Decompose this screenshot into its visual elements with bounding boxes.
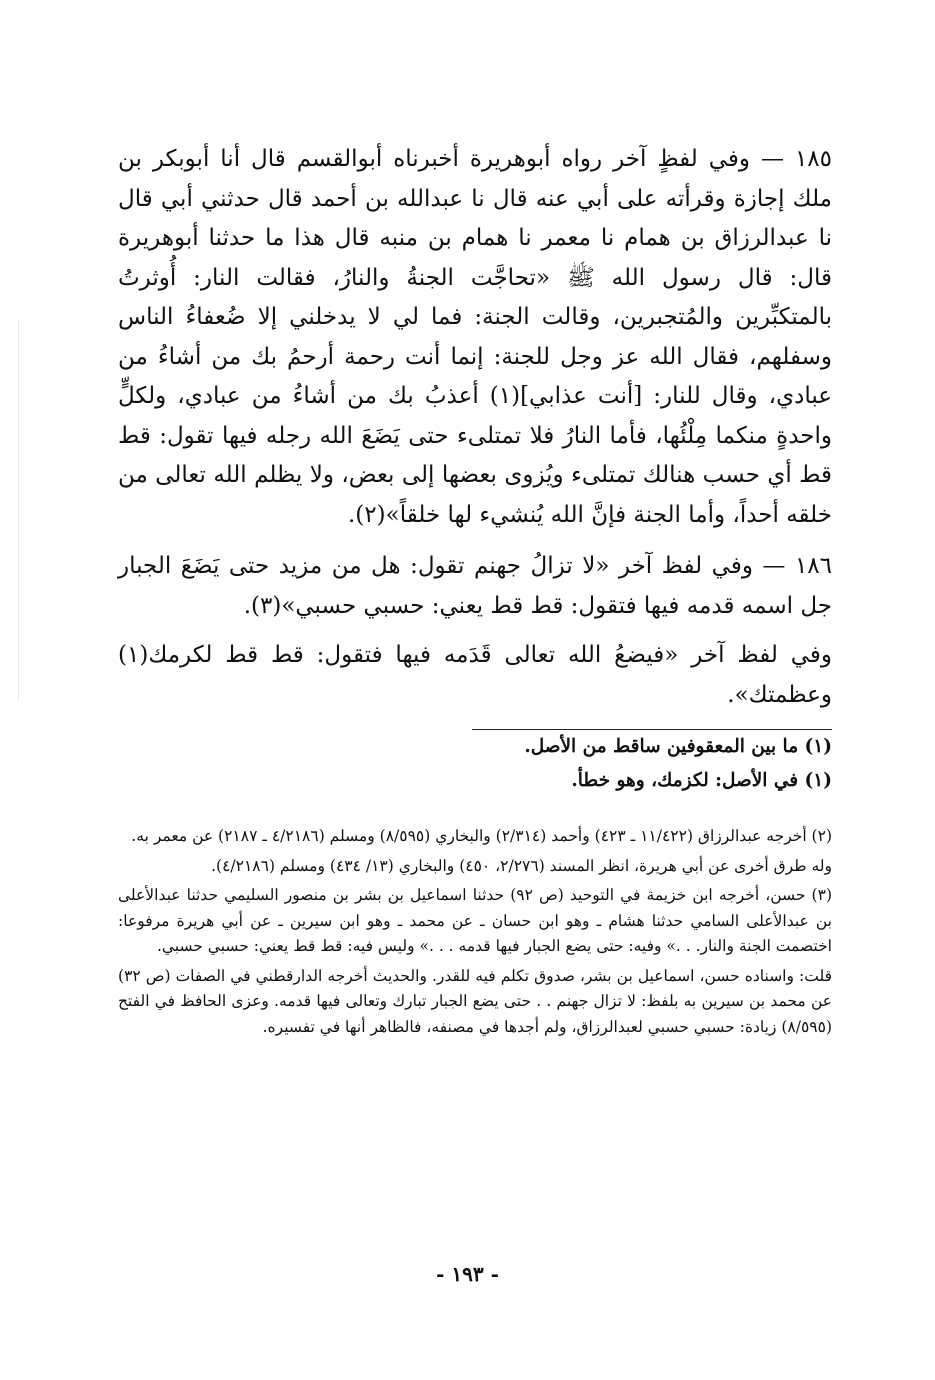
hadith-extra-wording: وفي لفظ آخر «فيضعُ الله تعالى قَدَمه فيها فتقول: قط قط لكرمك(١) وعظمتك».	[118, 642, 832, 708]
footnote-1a: (١) ما بين المعقوفين ساقط من الأصل.	[524, 736, 832, 757]
footnotes-takhrij	[118, 824, 832, 1040]
hadith-186: ١٨٦ — وفي لفظ آخر «لا تزالُ جهنم تقول: هل من مزيد حتى يَضَعَ الجبار جل اسمه قدمه فيها فتقول: قط قط يعني: حسبي حسبي»(٣).	[118, 553, 832, 619]
page-body	[118, 140, 832, 1044]
footnote-1b: (١) في الأصل: لكزمك، وهو خطأ.	[571, 770, 832, 791]
hadith-185: ١٨٥ — وفي لفظٍ آخر رواه أبوهريرة أخبرناه أبوالقسم قال أنا أبوبكر بن ملك إجازة وقرأته على أبي عنه قال نا عبدالله بن أحمد قال حدثني أبي قال نا عبدالرزاق بن همام نا معمر نا همام بن منبه قال هذا ما حدثنا أبوهريرة قال: قال رسول الله ﷺ «تحاجَّت الجنةُ والنارُ، فقالت النار: أُوثرتُ بالمتكبِّرين والمُتجبرين، وقالت الجنة: فما لي لا يدخلني إلا ضُعفاءُ الناس وسفلهم، فقال الله عز وجل للجنة: إنما أنت رحمة أرحمُ بك من أشاءُ من عبادي، وقال للنار: [أنت عذابي](١) أعذبُ بك من أشاءُ من عبادي، ولكلٍّ واحدةٍ منكما مِلْئُها، فأما النارُ فلا تمتلىء حتى يَضَعَ الله رجله فيها تقول: قط قط أي حسب هنالك تمتلىء ويُزوى بعضها إلى بعض، ولا يظلم الله تعالى من خلقه أحداً، وأما الجنة فإنَّ الله يُنشيء لها خلقاً»(٢).	[118, 146, 832, 528]
footnote-2: (٢) أخرجه عبدالرزاق (١١/٤٢٢ ـ ٤٢٣) وأحمد (٢/٣١٤) والبخاري (٨/٥٩٥) ومسلم (٤/٢١٨٦ ـ ٢١٨٧) عن معمر به.	[131, 827, 832, 845]
scan-margin-line	[18, 320, 19, 700]
footnote-3-continued: قلت: واسناده حسن، اسماعيل بن بشر، صدوق تكلم فيه للقدر. والحديث أخرجه الدارقطني في الصفات (ص ٣٢) عن محمد بن سيرين به بلفظ: لا تزال جهنم . . حتى يضع الجبار تبارك وتعالى فيها قدمه. وعزى الحافظ في الفتح (٨/٥٩٥) زيادة: حسبي حسبي لعبدالرزاق، ولم أجدها في مصنفه، فالظاهر أنها في تفسيره.	[118, 966, 832, 1036]
footnote-3: (٣) حسن، أخرجه ابن خزيمة في التوحيد (ص ٩٢) حدثنا اسماعيل بن بشر بن منصور السليمي حدثنا عبدالأعلى بن عبدالأعلى السامي حدثنا هشام ـ وهو ابن حسان ـ عن محمد ـ وهو ابن سيرين ـ عن أبي هريرة مرفوعا: اختصمت الجنة والنار. . .» وفيه: حتى يضع الجبار فيها قدمه . . .» وليس فيه: قط قط يعني: حسبي حسبي.	[118, 886, 832, 955]
footnotes-main	[118, 730, 832, 798]
page-number: - ١٩٣ -	[436, 1262, 499, 1286]
footnote-2-continued: وله طرق أخرى عن أبي هريرة، انظر المسند (٢/٢٧٦، ٤٥٠) والبخاري (١٣/ ٤٣٤) ومسلم (٤/٢١٨٦).	[211, 856, 832, 875]
